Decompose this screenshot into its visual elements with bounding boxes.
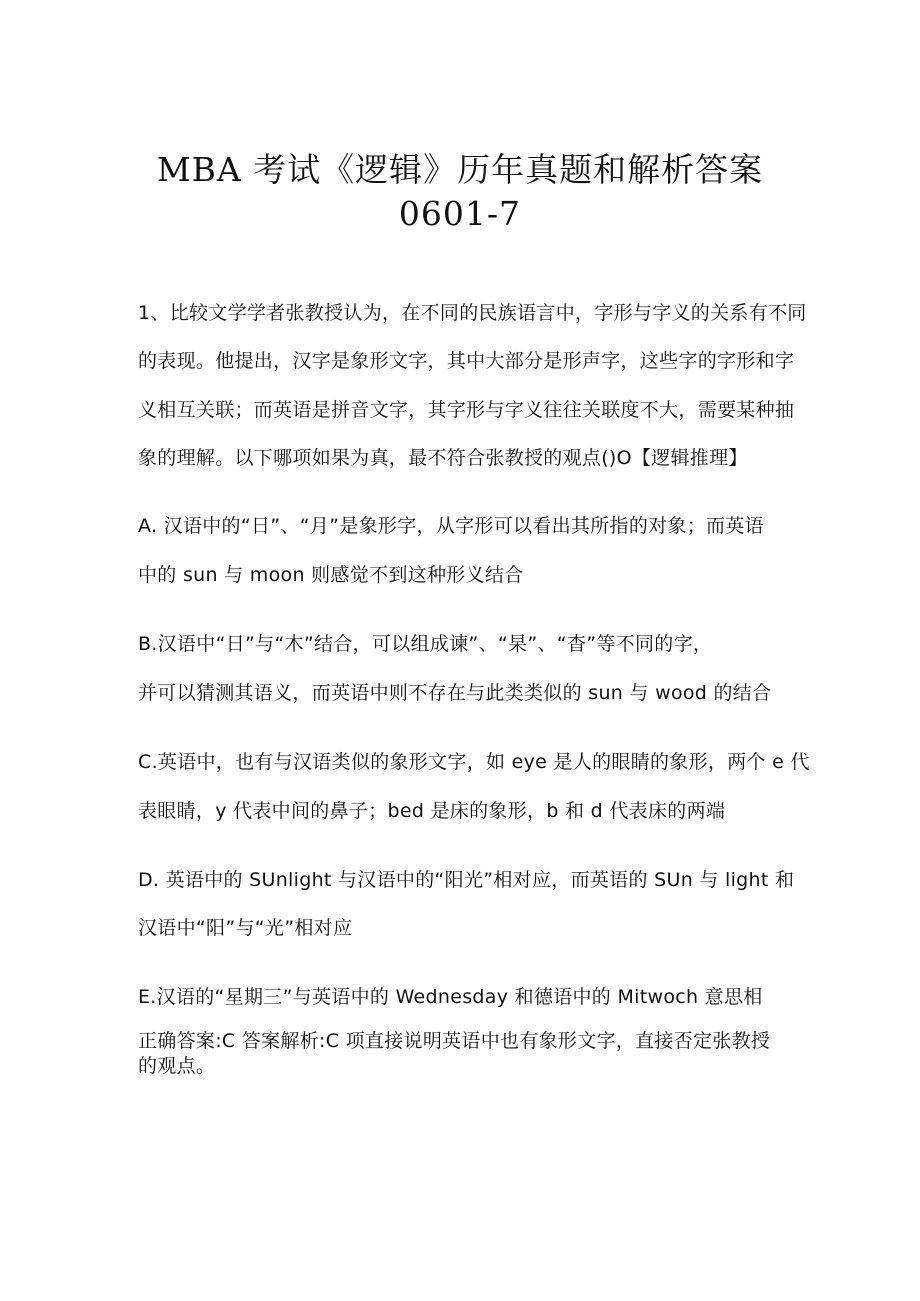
option-b-line: B.汉语中“日”与“木”结合，可以组成谏”、“杲”、“杳”等不同的字， (138, 633, 713, 655)
question-stem-line: 1、比较文学学者张教授认为，在不同的民族语言中，字形与字义的关系有不同 (138, 302, 807, 324)
document-title: MBA 考试《逻辑》历年真题和解析答案 (156, 150, 764, 189)
option-a-line: 中的 sun 与 moon 则感觉不到这种形义结合 (138, 564, 524, 586)
option-d-line: D. 英语中的 SUnlight 与汉语中的“阳光”相对应，而英语的 SUn 与 light 和 (138, 869, 795, 891)
question-stem-line: 的表现。他提出，汉字是象形文字，其中大部分是形声字，这些字的字形和字 (138, 350, 795, 372)
document-title-code: 0601-7 (398, 194, 522, 233)
option-d-line: 汉语中“阳”与“光”相对应 (138, 917, 353, 939)
option-e-line: E.汉语的“星期三”与英语中的 Wednesday 和德语中的 Mitwoch 意思相 (138, 986, 763, 1008)
answer-explanation: 正确答案:C 答案解析:C 项直接说明英语中也有象形文字，直接否定张教授的观点。 (138, 1030, 771, 1077)
option-c-line: C.英语中，也有与汉语类似的象形文字，如 eye 是人的眼睛的象形，两个 e 代 (138, 751, 810, 773)
option-c-line: 表眼睛，y 代表中间的鼻子；bed 是床的象形，b 和 d 代表床的两端 (138, 800, 726, 822)
question-stem-line: 象的理解。以下哪项如果为真，最不符合张教授的观点()O【逻辑推理】 (138, 447, 748, 469)
question-stem-line: 义相互关联；而英语是拼音文字，其字形与字义往往关联度不大，需要某种抽 (138, 399, 795, 421)
option-a-line: A. 汉语中的“日”、“月”是象形字，从字形可以看出其所指的对象；而英语 (138, 515, 764, 537)
option-b-line: 并可以猜测其语义，而英语中则不存在与此类类似的 sun 与 wood 的结合 (138, 682, 772, 704)
